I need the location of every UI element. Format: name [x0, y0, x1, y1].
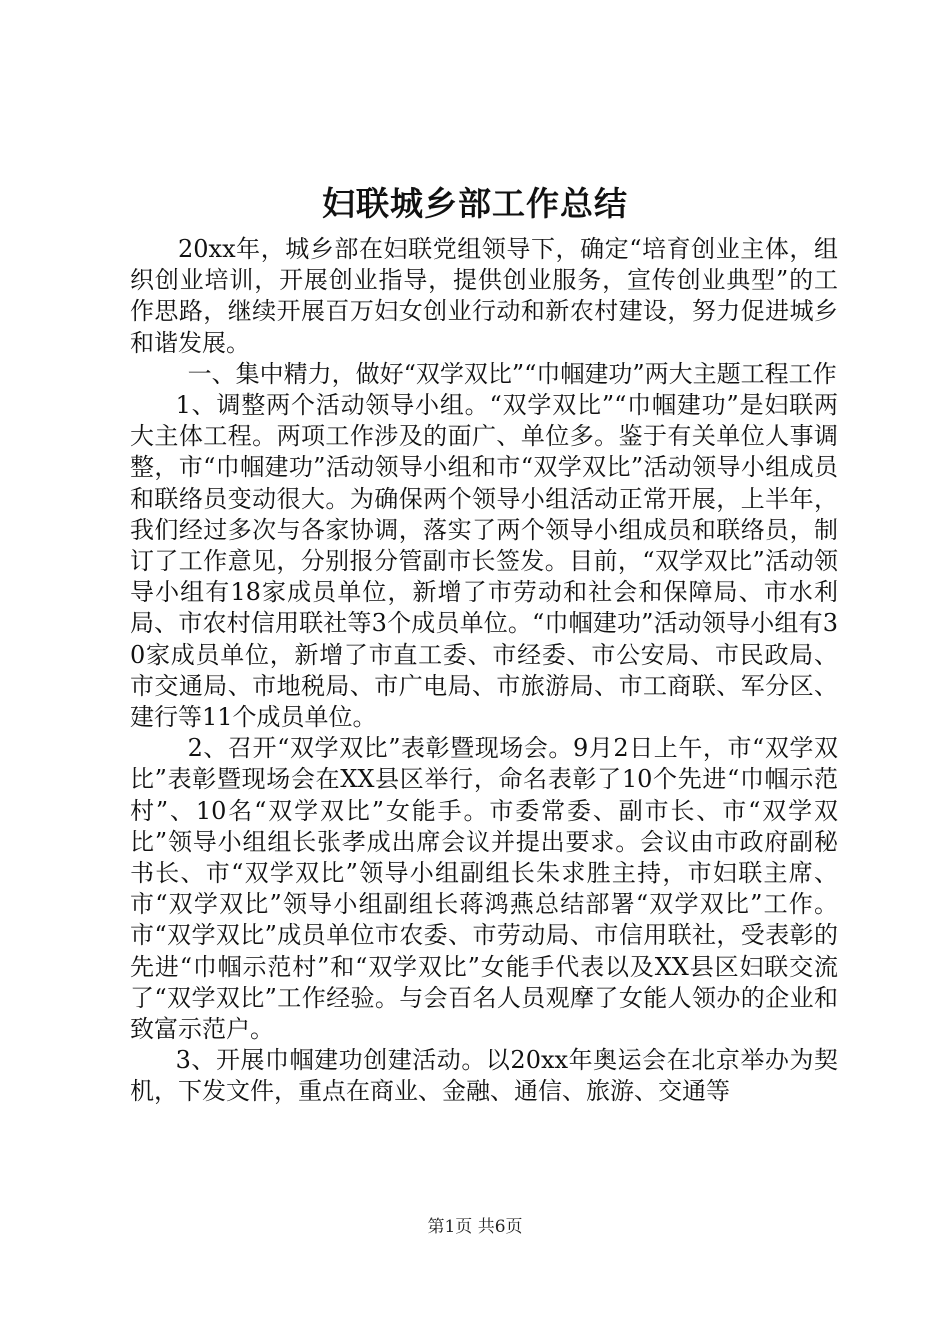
document-title: 妇联城乡部工作总结	[322, 184, 628, 223]
page-footer: 第1页 共6页	[427, 1217, 523, 1237]
item-paragraph-1: 1、调整两个活动领导小组。“双学双比”“巾帼建功”是妇联两大主体工程。两项工作涉及的面广、单位多。鉴于有关单位人事调整，市“巾帼建功”活动领导小组和市“双学双比”活动领导小组成员和联络员变动很大。为确保两个领导小组活动正常开展，上半年，我们经过多次与各家协调，落实了两个领导小组成员和联络员，制订了工作意见，分别报分管副市长签发。目前，“双学双比”活动领导小组有18家成员单位，新增了市劳动和社会和保障局、市水利局、市农村信用联社等3个成员单位。“巾帼建功”活动领导小组有30家成员单位，新增了市直工委、市经委、市公安局、市民政局、市交通局、市地税局、市广电局、市旅游局、市工商联、军分区、建行等11个成员单位。	[130, 391, 838, 732]
item-paragraph-2: 2、召开“双学双比”表彰暨现场会。9月2日上午，市“双学双比”表彰暨现场会在XX县区举行，命名表彰了10个先进“巾帼示范村”、10名“双学双比”女能手。市委常委、副市长、市“双学双比”领导小组组长张孝成出席会议并提出要求。会议由市政府副秘书长、市“双学双比”领导小组副组长朱求胜主持，市妇联主席、市“双学双比”领导小组副组长蒋鸿燕总结部署“双学双比”工作。市“双学双比”成员单位市农委、市劳动局、市信用联社，受表彰的先进“巾帼示范村”和“双学双比”女能手代表以及XX县区妇联交流了“双学双比”工作经验。与会百名人员观摩了女能人领办的企业和致富示范户。	[130, 734, 838, 1044]
document-body	[130, 234, 838, 1108]
intro-paragraph: 20xx年，城乡部在妇联党组领导下，确定“培育创业主体，组织创业培训，开展创业指导，提供创业服务，宣传创业典型”的工作思路，继续开展百万妇女创业行动和新农村建设，努力促进城乡和谐发展。	[130, 235, 838, 357]
section-heading: 一、集中精力，做好“双学双比”“巾帼建功”两大主题工程工作	[187, 359, 837, 388]
item-paragraph-3: 3、开展巾帼建功创建活动。以20xx年奥运会在北京举办为契机，下发文件，重点在商业、金融、通信、旅游、交通等	[130, 1046, 838, 1106]
